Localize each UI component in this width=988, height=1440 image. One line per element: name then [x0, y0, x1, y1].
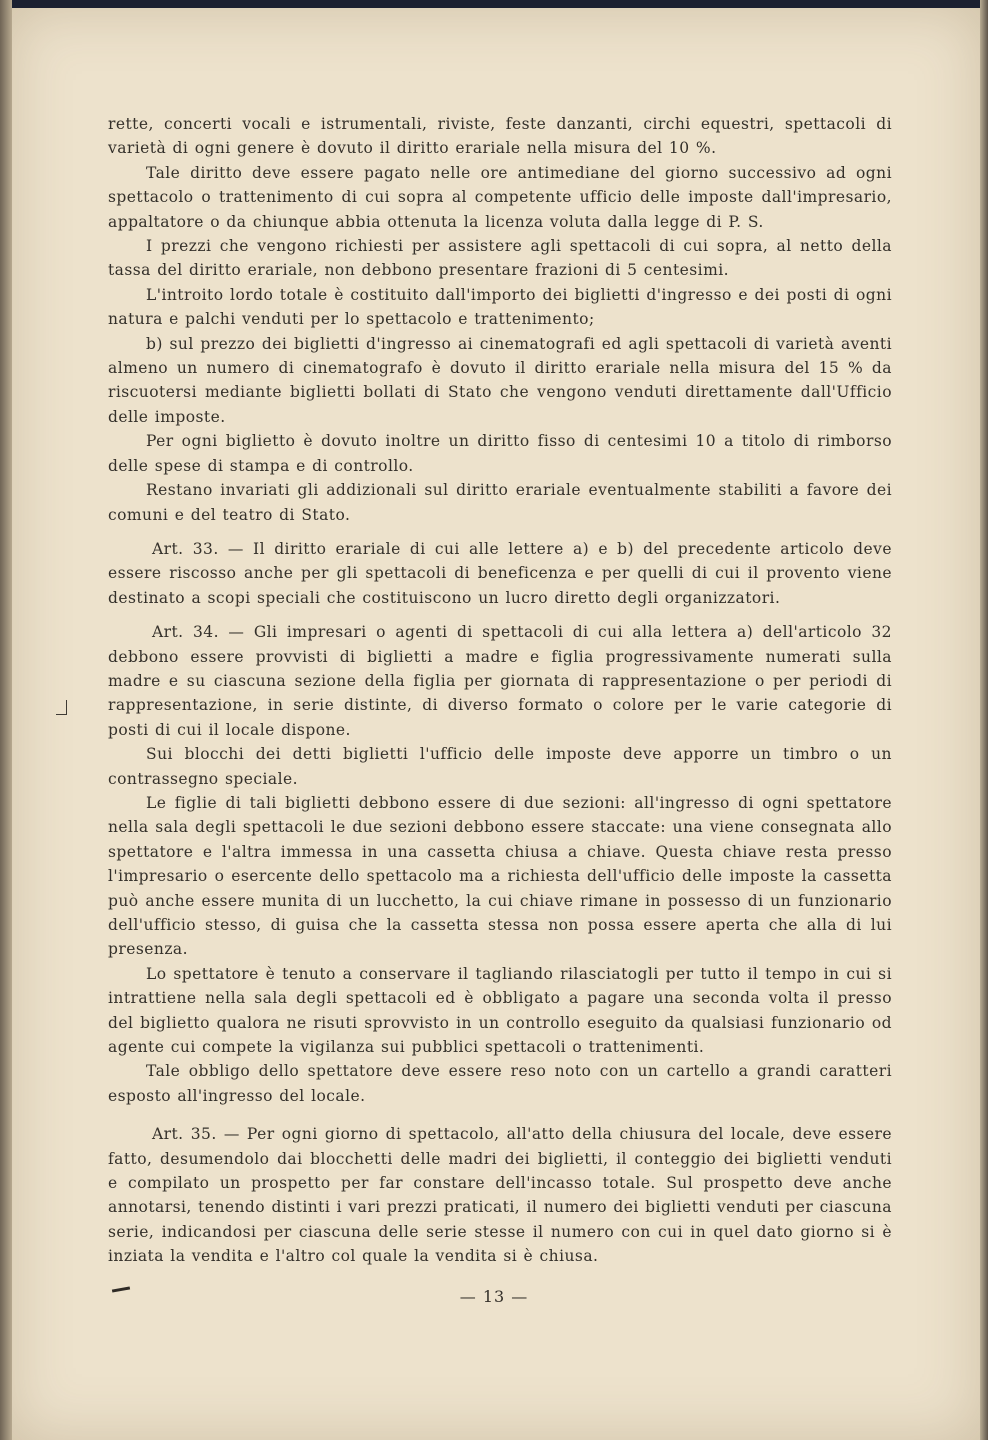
paragraph-additional-charges: Restano invariati gli addizionali sul diritto erariale eventualmente stabiliti a favore dei comuni e del teatro di Stato.	[108, 481, 892, 524]
paragraph-fixed-fee: Per ogni biglietto è dovuto inoltre un diritto fisso di centesimi 10 a titolo di rimborso delle spese di stampa e di controllo.	[108, 432, 892, 475]
page-right-edge	[980, 0, 988, 1440]
article-35: Art. 35. — Per ogni giorno di spettacolo, all'atto della chiusura del locale, deve essere fatto, desumendolo dai blocchetti delle madri dei biglietti, il conteggio dei biglietti venduti e compilato un prospetto per far constare dell'incasso totale. Sul prospetto deve anche annotarsi, tenendo distinti i vari prezzi praticati, il numero dei biglietti venduti per ciascuna serie, indicandosi per ciascuna delle serie stesse il numero con cui in quel dato giorno si è inziata la vendita e l'altro col quale la vendita si è chiusa.	[108, 1125, 892, 1266]
margin-mark	[56, 700, 67, 715]
body-text	[108, 112, 892, 1269]
article-34: Art. 34. — Gli impresari o agenti di spettacoli di cui alla lettera a) dell'articolo 32 debbono essere provvisti di biglietti a madre e figlia progressivamente numerati sulla madre e su ciascuna sezione della figlia per giornata di rappresentazione o per periodi di rappresentazione, in serie distinte, di diverso formato o colore per le varie categorie di posti di cui il locale dispone.	[108, 623, 892, 739]
paragraph-cinema-tax: b) sul prezzo dei biglietti d'ingresso ai cinematografi ed agli spettacoli di varietà aventi almeno un numero di cinematografo è dovuto il diritto erariale nella misura del 15 % da riscuotersi mediante biglietti bollati di Stato che vengono venduti direttamente dall'Ufficio delle imposte.	[108, 334, 892, 426]
page-number: — 13 —	[459, 1287, 529, 1306]
paragraph-ticket-sections: Le figlie di tali biglietti debbono essere di due sezioni: all'ingresso di ogni spettatore nella sala degli spettacoli le due sezioni debbono essere staccate: una viene consegnata allo spettatore e l'altra immessa in una cassetta chiusa a chiave. Questa chiave resta presso l'impresario o esercente dello spettacolo ma a richiesta dell'ufficio delle imposte la cassetta può anche essere munita di un lucchetto, la cui chiave rimane in possesso di un funzionario dell'ufficio stesso, di guisa che la cassetta stessa non possa essere aperta che alla di lui presenza.	[108, 793, 892, 959]
paragraph-notice: Tale obbligo dello spettatore deve essere reso noto con un cartello a grandi caratteri esposto all'ingresso del locale.	[108, 1062, 892, 1105]
paragraph-prices: I prezzi che vengono richiesti per assistere agli spettacoli di cui sopra, al netto della tassa del diritto erariale, non debbono presentare frazioni di 5 centesimi.	[108, 237, 892, 280]
paragraph-stamp: Sui blocchi dei detti biglietti l'ufficio delle imposte deve apporre un timbro o un contrassegno speciale.	[108, 745, 892, 788]
page-left-edge	[0, 0, 12, 1440]
article-33: Art. 33. — Il diritto erariale di cui alle lettere a) e b) del precedente articolo deve essere riscosso anche per gli spettacoli di beneficenza e per quelli di cui il provento viene destinato a scopi speciali che costituiscono un lucro diretto degli organizzatori.	[108, 539, 892, 607]
paragraph-continuation: rette, concerti vocali e istrumentali, riviste, feste danzanti, circhi equestri, spettacoli di varietà di ogni genere è dovuto il diritto erariale nella misura del 10 %.	[108, 115, 892, 158]
paragraph-gross-income: L'introito lordo totale è costituito dall'importo dei biglietti d'ingresso e dei posti di ogni natura e palchi venduti per lo spettacolo e trattenimento;	[108, 285, 892, 329]
paragraph-tax-payment: Tale diritto deve essere pagato nelle ore antimediane del giorno successivo ad ogni spettacolo o trattenimento di cui sopra al competente ufficio delle imposte dall'impresario, appaltatore o da chiunque abbia ottenuta la licenza voluta dalla legge di P. S.	[108, 163, 892, 231]
paragraph-spectator-duty: Lo spettatore è tenuto a conservare il tagliando rilasciatogli per tutto il tempo in cui si intrattiene nella sala degli spettacoli ed è obbligato a pagare una seconda volta il presso del biglietto qualora ne risuti sprovvisto in un controllo eseguito da qualsiasi funzionario od agente cui compete la vigilanza sui pubblici spettacoli o trattenimenti.	[108, 964, 892, 1057]
